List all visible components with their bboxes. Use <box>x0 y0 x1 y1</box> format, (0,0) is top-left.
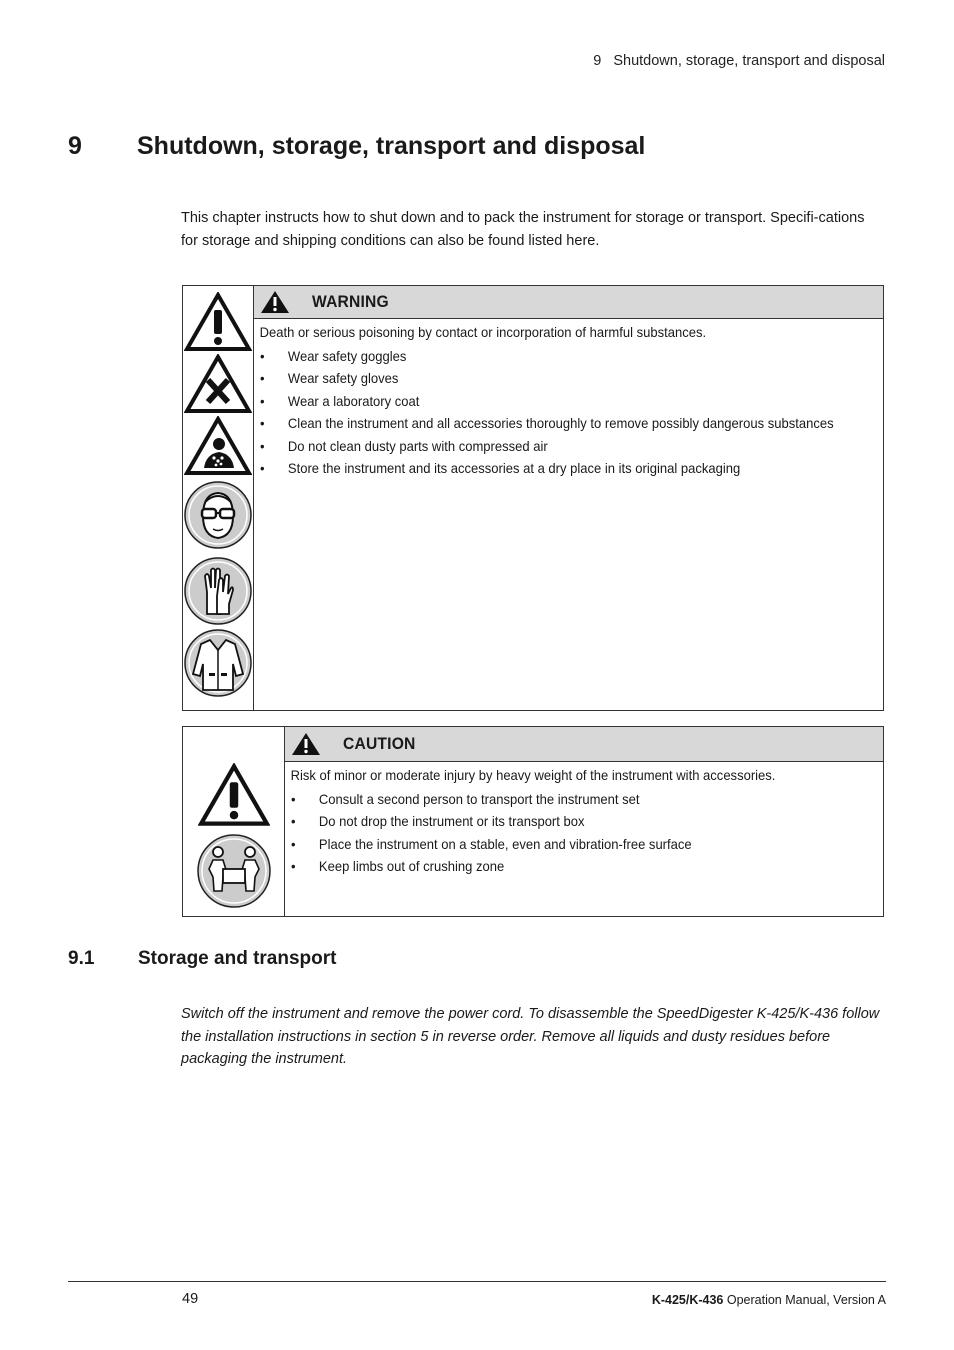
chapter-title <box>68 132 645 161</box>
caution-label: CAUTION <box>343 734 416 753</box>
list-item: • Keep limbs out of crushing zone <box>291 858 505 875</box>
caution-description: Risk of minor or moderate injury by heavy weight of the instrument with accessories. <box>290 767 776 783</box>
safety-goggles-icon <box>183 480 253 550</box>
section-number: 9.1 <box>68 948 95 969</box>
warning-label: WARNING <box>312 292 390 311</box>
caution-notice <box>182 726 884 917</box>
section-body: Switch off the instrument and remove the power cord. To disassemble the SpeedDigester K-425/K-436 follow the installation instructions in section 5 in reverse order. Remove all liquids and dusty residues before packaging the instrument. <box>181 1006 880 1067</box>
list-item: • Do not clean dusty parts with compressed air <box>260 437 548 454</box>
page-number: 49 <box>182 1291 199 1307</box>
warning-triangle-icon <box>291 732 321 756</box>
general-warning-icon <box>198 763 270 827</box>
footer-manual-info <box>652 1293 886 1307</box>
list-item: • Wear safety goggles <box>260 348 407 364</box>
caution-header <box>285 727 883 762</box>
warning-header <box>254 286 883 319</box>
general-warning-icon <box>184 292 252 352</box>
list-item: • Do not drop the instrument or its transport box <box>291 813 585 830</box>
list-item: • Store the instrument and its accessories at a dry place in its original packaging <box>260 460 741 477</box>
running-header-title: Shutdown, storage, transport and disposal <box>613 53 885 69</box>
warning-description: Death or serious poisoning by contact or incorporation of harmful substances. <box>259 324 707 340</box>
inhalation-hazard-icon <box>184 416 252 476</box>
footer-manual: Operation Manual, Version A <box>723 1293 886 1307</box>
chapter-number: 9 <box>68 132 82 160</box>
two-person-lift-icon <box>196 833 272 909</box>
list-item: • Wear a laboratory coat <box>260 392 420 409</box>
warning-icon-column <box>183 286 254 710</box>
running-header <box>593 53 885 69</box>
list-item: • Consult a second person to transport the instrument set <box>291 791 640 807</box>
section-title <box>68 948 336 970</box>
running-header-number: 9 <box>593 53 602 69</box>
footer-divider <box>68 1281 886 1282</box>
lab-coat-icon <box>183 628 253 698</box>
harmful-substance-icon <box>184 354 252 414</box>
warning-list <box>254 345 883 479</box>
footer-model: K-425/K-436 <box>651 1293 724 1307</box>
list-item: • Wear safety gloves <box>260 370 399 387</box>
list-item: • Clean the instrument and all accessories thoroughly to remove possibly dangerous substances <box>260 415 834 432</box>
caution-icon-column <box>183 727 285 916</box>
caution-content <box>285 727 883 916</box>
warning-notice <box>182 285 884 711</box>
list-item: • Place the instrument on a stable, even and vibration-free surface <box>291 835 692 852</box>
warning-triangle-icon <box>260 290 290 314</box>
section-title-text: Storage and transport <box>138 948 337 969</box>
warning-content <box>254 286 883 710</box>
chapter-title-text: Shutdown, storage, transport and disposal <box>137 132 646 160</box>
caution-list <box>285 788 883 878</box>
safety-gloves-icon <box>183 556 253 626</box>
intro-paragraph: This chapter instructs how to shut down and to pack the instrument for storage or transport. Specifi-cations for storage and shipping conditions can also be found listed here. <box>181 210 865 249</box>
